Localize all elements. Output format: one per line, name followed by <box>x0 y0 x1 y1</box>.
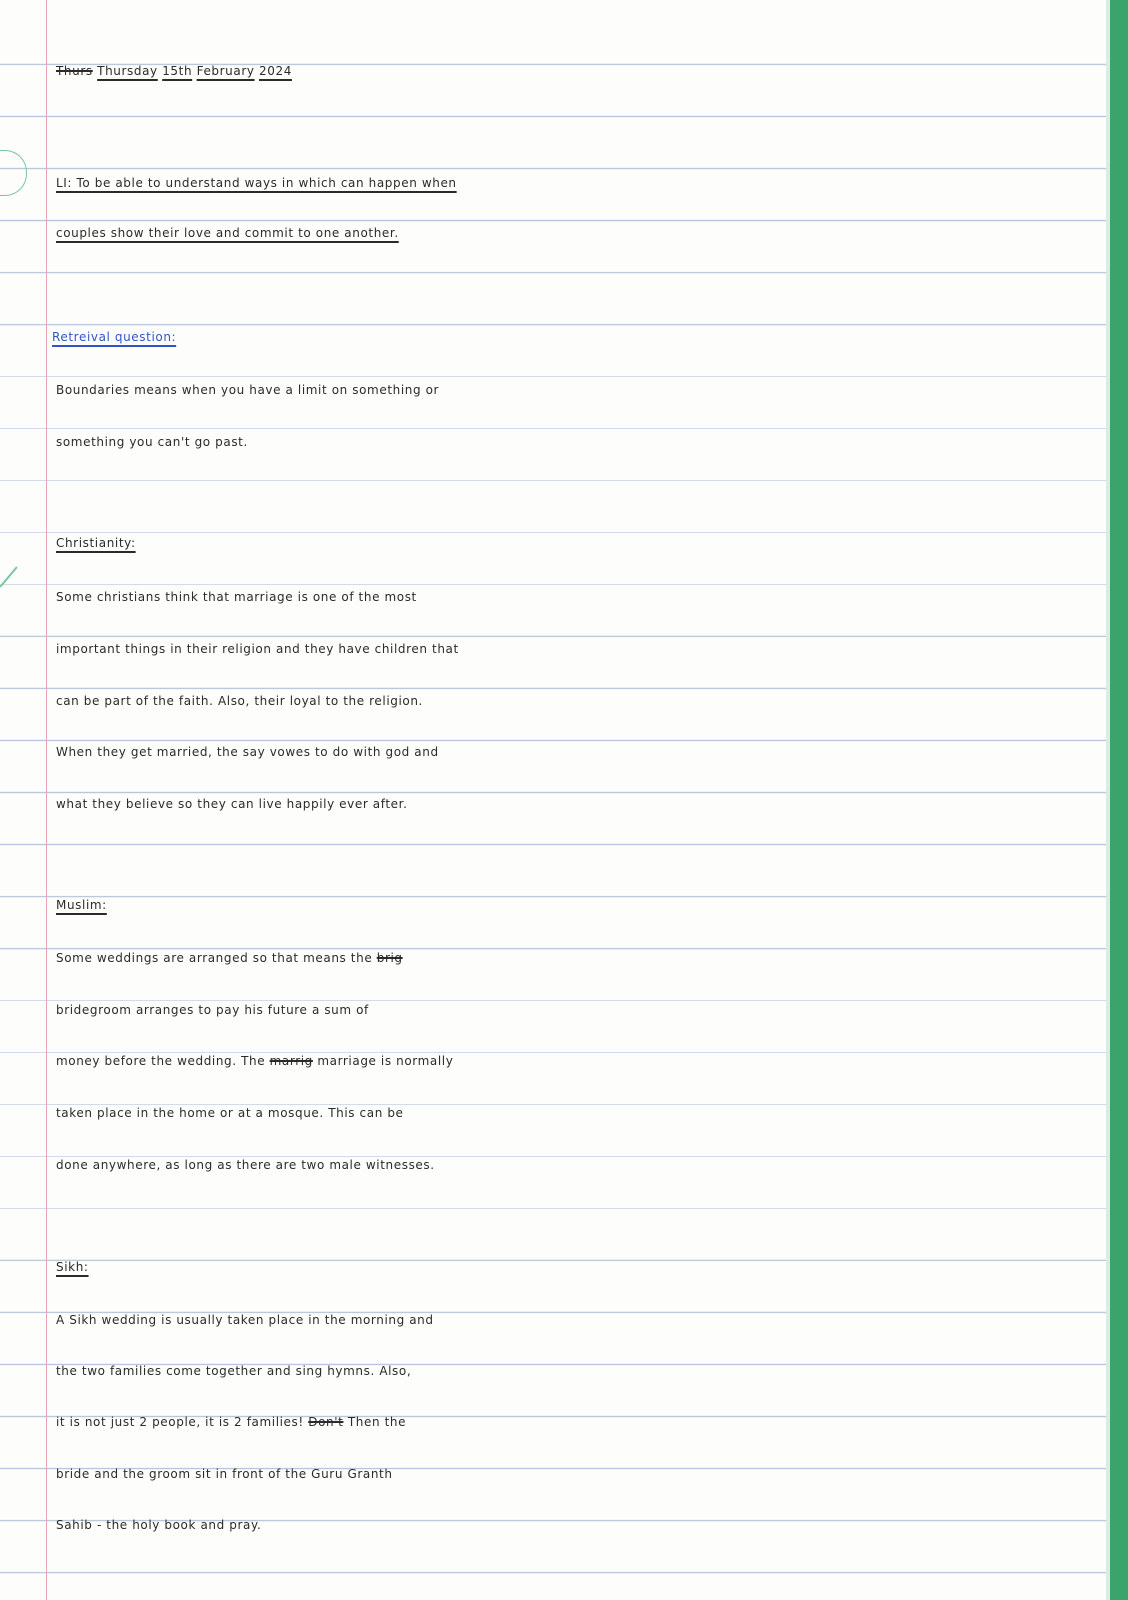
retrieval-heading: Retreival question: <box>52 330 177 344</box>
sikh-line-3-text-a: it is not just 2 people, it is 2 families! <box>56 1415 304 1429</box>
muslim-line-1-text: Some weddings are arranged so that means the <box>56 951 373 965</box>
date-day: Thursday <box>97 64 158 78</box>
sikh-heading: Sikh: <box>56 1260 89 1274</box>
learning-intention-line-1: LI: To be able to understand ways in which can happen when <box>56 176 457 190</box>
muslim-heading: Muslim: <box>56 898 107 912</box>
christianity-line-5: what they believe so they can live happily ever after. <box>56 797 408 811</box>
muslim-line-3-text-a: money before the wedding. The <box>56 1054 266 1068</box>
muslim-line-3 <box>56 1046 1104 1076</box>
muslim-line-3-text-b: marriage is normally <box>317 1054 454 1068</box>
struck-word: Thurs <box>56 64 93 78</box>
date-year: 2024 <box>259 64 292 78</box>
christianity-line-3: can be part of the faith. Also, their loyal to the religion. <box>56 694 423 708</box>
sikh-crossed-word: Don't <box>308 1415 344 1429</box>
muslim-crossed-word-1: brig <box>376 951 403 965</box>
christianity-heading: Christianity: <box>56 536 136 550</box>
sikh-line-3-text-b: Then the <box>347 1415 407 1429</box>
christianity-line-4: When they get married, the say vowes to do with god and <box>56 745 439 759</box>
green-page-edge <box>1110 0 1128 1600</box>
muslim-crossed-word-2: marrig <box>269 1054 313 1068</box>
sikh-line-2: the two families come together and sing hymns. Also, <box>56 1364 412 1378</box>
muslim-line-5: done anywhere, as long as there are two male witnesses. <box>56 1158 435 1172</box>
sikh-line-4: bride and the groom sit in front of the Guru Granth <box>56 1467 393 1481</box>
christianity-line-1: Some christians think that marriage is one of the most <box>56 590 417 604</box>
margin-line <box>46 0 47 1600</box>
retrieval-line-2: something you can't go past. <box>56 435 248 449</box>
sikh-line-3 <box>56 1407 1104 1437</box>
muslim-line-4: taken place in the home or at a mosque. This can be <box>56 1106 404 1120</box>
date-month: February <box>196 64 255 78</box>
learning-intention-line-2: couples show their love and commit to one another. <box>56 226 399 240</box>
date-line <box>56 56 1104 86</box>
sikh-line-5: Sahib - the holy book and pray. <box>56 1518 262 1532</box>
christianity-line-2: important things in their religion and they have children that <box>56 642 459 656</box>
retrieval-line-1: Boundaries means when you have a limit on something or <box>56 383 440 397</box>
muslim-line-2: bridegroom arranges to pay his future a sum of <box>56 1003 369 1017</box>
date-day-number: 15th <box>162 64 193 78</box>
muslim-line-1 <box>56 943 1104 973</box>
sikh-line-1: A Sikh wedding is usually taken place in the morning and <box>56 1313 434 1327</box>
